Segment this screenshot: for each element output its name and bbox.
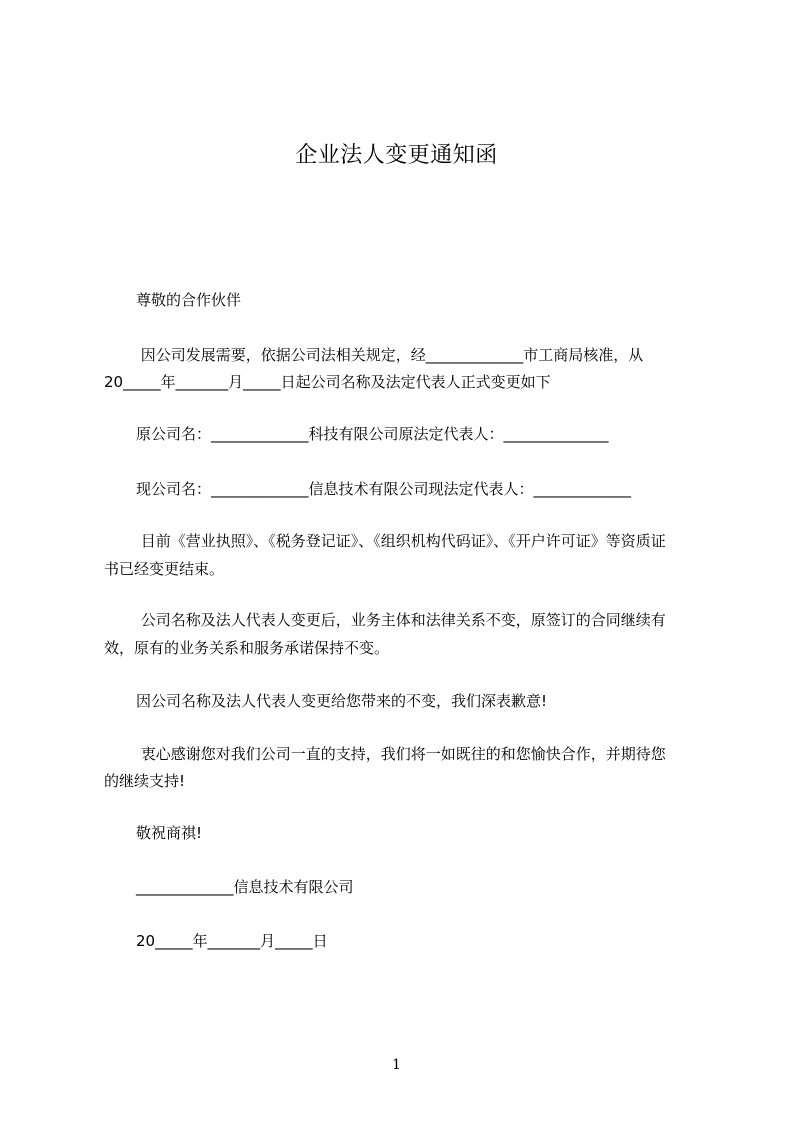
apology-line: 因公司名称及法人代表人变更给您带来的不变，我们深表歉意!	[136, 692, 548, 710]
document-title: 企业法人变更通知函	[295, 143, 498, 168]
paragraph4-line1: 衷心感谢您对我们公司一直的支持，我们将一如既往的和您愉快合作，并期待您	[136, 745, 666, 763]
paragraph3-line2: 效，原有的业务关系和服务承诺保持不变。	[104, 639, 390, 657]
paragraph3-line1: 公司名称及法人代表人变更后，业务主体和法律关系不变，原签订的合同继续有	[136, 611, 666, 629]
paragraph1-line1: 因公司发展需要，依据公司法相关规定，经_____________市工商局核准，从	[136, 346, 644, 364]
paragraph4-line2: 的继续支持!	[104, 772, 186, 790]
closing-line: 敬祝商祺!	[136, 824, 203, 842]
salutation: 尊敬的合作伙伴	[136, 291, 242, 309]
paragraph2-line2: 书已经变更结束。	[104, 560, 225, 578]
date-line: 20_____年_______月_____日	[136, 932, 328, 950]
page-number: 1	[392, 1057, 401, 1073]
paragraph1-line2: 20_____年_______月_____日起公司名称及法定代表人正式变更如下	[104, 373, 551, 391]
signature-line: _____________信息技术有限公司	[136, 878, 354, 896]
current-company-line: 现公司名：_____________信息技术有限公司现法定代表人：_____________	[136, 480, 632, 498]
paragraph2-line1: 目前《营业执照》、《税务登记证》、《组织机构代码证》、《开户许可证》等资质证	[136, 532, 666, 550]
original-company-line: 原公司名：_____________科技有限公司原法定代表人：______________	[136, 425, 609, 443]
